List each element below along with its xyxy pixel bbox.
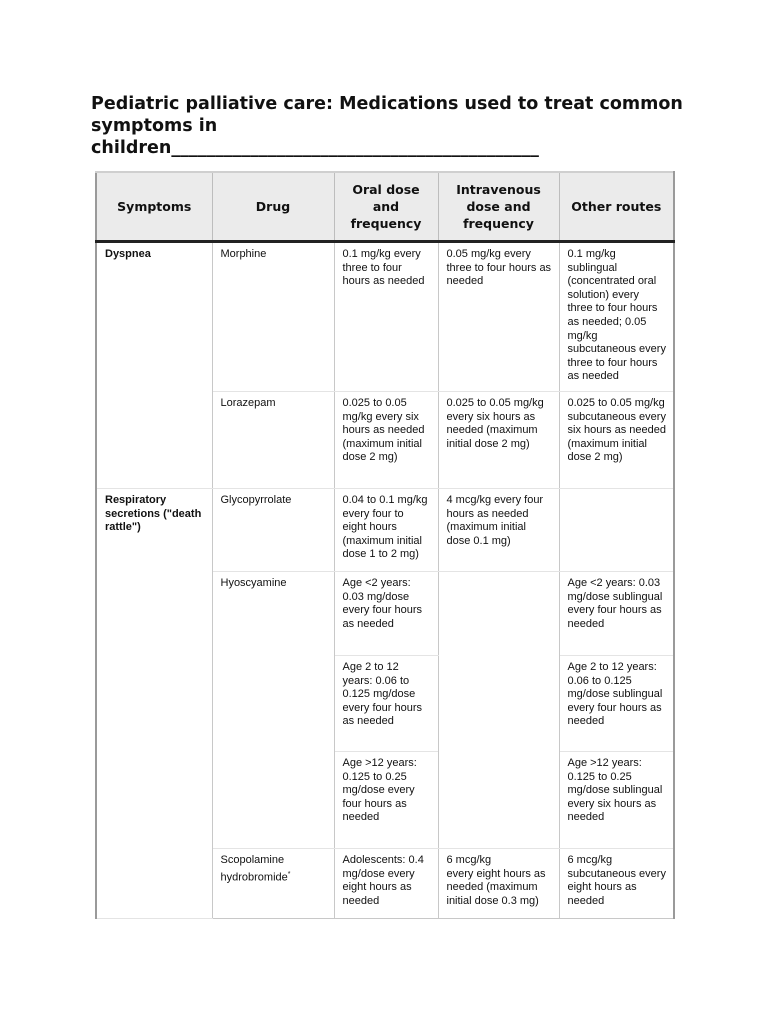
glycopyrrolate-other-routes xyxy=(559,489,674,572)
lorazepam-oral-dose: 0.025 to 0.05 mg/kg every six hours as needed (maximum initial dose 2 mg) xyxy=(334,392,438,489)
scopolamine-other-routes: 6 mcg/kg subcutaneous every eight hours as needed xyxy=(559,849,674,919)
footnote-mark: * xyxy=(287,870,291,878)
hyoscyamine-oral-dose-over-12: Age >12 years: 0.125 to 0.25 mg/dose every four hours as needed xyxy=(334,752,438,849)
hyoscyamine-oral-dose-2-to-12: Age 2 to 12 years: 0.06 to 0.125 mg/dose every four hours as needed xyxy=(334,656,438,752)
lorazepam-iv-dose: 0.025 to 0.05 mg/kg every six hours as needed (maximum initial dose 2 mg) xyxy=(438,392,559,489)
morphine-oral-dose: 0.1 mg/kg every three to four hours as needed xyxy=(334,242,438,392)
drug-hyoscyamine: Hyoscyamine xyxy=(212,572,334,849)
table-row xyxy=(96,489,674,572)
morphine-other-routes: 0.1 mg/kg sublingual (concentrated oral solution) every three to four hours as needed; 0.05 mg/kg subcutaneous every three to four hours as needed xyxy=(559,242,674,392)
glycopyrrolate-iv-dose: 4 mcg/kg every four hours as needed (maximum initial dose 0.1 mg) xyxy=(438,489,559,572)
header-oral-dose: Oral dose and frequency xyxy=(334,172,438,242)
symptom-dyspnea: Dyspnea xyxy=(96,242,212,489)
table-header-row xyxy=(96,172,674,242)
title-line-2: symptoms in xyxy=(91,116,218,136)
scopolamine-iv-dose xyxy=(438,849,559,919)
hyoscyamine-other-routes-over-12: Age >12 years: 0.125 to 0.25 mg/dose sublingual every six hours as needed xyxy=(559,752,674,849)
document-title xyxy=(91,93,731,159)
header-iv-dose: Intravenous dose and frequency xyxy=(438,172,559,242)
lorazepam-other-routes: 0.025 to 0.05 mg/kg subcutaneous every six hours as needed (maximum initial dose 2 mg) xyxy=(559,392,674,489)
drug-scopolamine xyxy=(212,849,334,919)
header-other-routes: Other routes xyxy=(559,172,674,242)
morphine-iv-dose: 0.05 mg/kg every three to four hours as needed xyxy=(438,242,559,392)
drug-lorazepam: Lorazepam xyxy=(212,392,334,489)
table-row xyxy=(96,242,674,392)
glycopyrrolate-oral-dose: 0.04 to 0.1 mg/kg every four to eight hours (maximum initial dose 1 to 2 mg) xyxy=(334,489,438,572)
scopolamine-oral-dose: Adolescents: 0.4 mg/dose every eight hours as needed xyxy=(334,849,438,919)
drug-glycopyrrolate: Glycopyrrolate xyxy=(212,489,334,572)
scopolamine-name: Scopolamine hydrobromide xyxy=(220,854,288,884)
hyoscyamine-iv-dose xyxy=(438,572,559,849)
medications-table xyxy=(95,171,675,919)
hyoscyamine-oral-dose-under-2: Age <2 years: 0.03 mg/dose every four hours as needed xyxy=(334,572,438,656)
title-line-3: children__________________________________________ xyxy=(91,138,539,158)
scopolamine-iv-line-2: every eight hours as needed (maximum initial dose 0.3 mg) xyxy=(446,867,546,907)
title-line-1: Pediatric palliative care: Medications used to treat common xyxy=(91,94,683,114)
header-symptoms: Symptoms xyxy=(96,172,212,242)
header-drug: Drug xyxy=(212,172,334,242)
hyoscyamine-other-routes-2-to-12: Age 2 to 12 years: 0.06 to 0.125 mg/dose sublingual every four hours as needed xyxy=(559,656,674,752)
drug-morphine: Morphine xyxy=(212,242,334,392)
symptom-respiratory-secretions: Respiratory secretions ("death rattle") xyxy=(96,489,212,919)
hyoscyamine-other-routes-under-2: Age <2 years: 0.03 mg/dose sublingual every four hours as needed xyxy=(559,572,674,656)
scopolamine-iv-line-1: 6 mcg/kg xyxy=(446,854,492,866)
